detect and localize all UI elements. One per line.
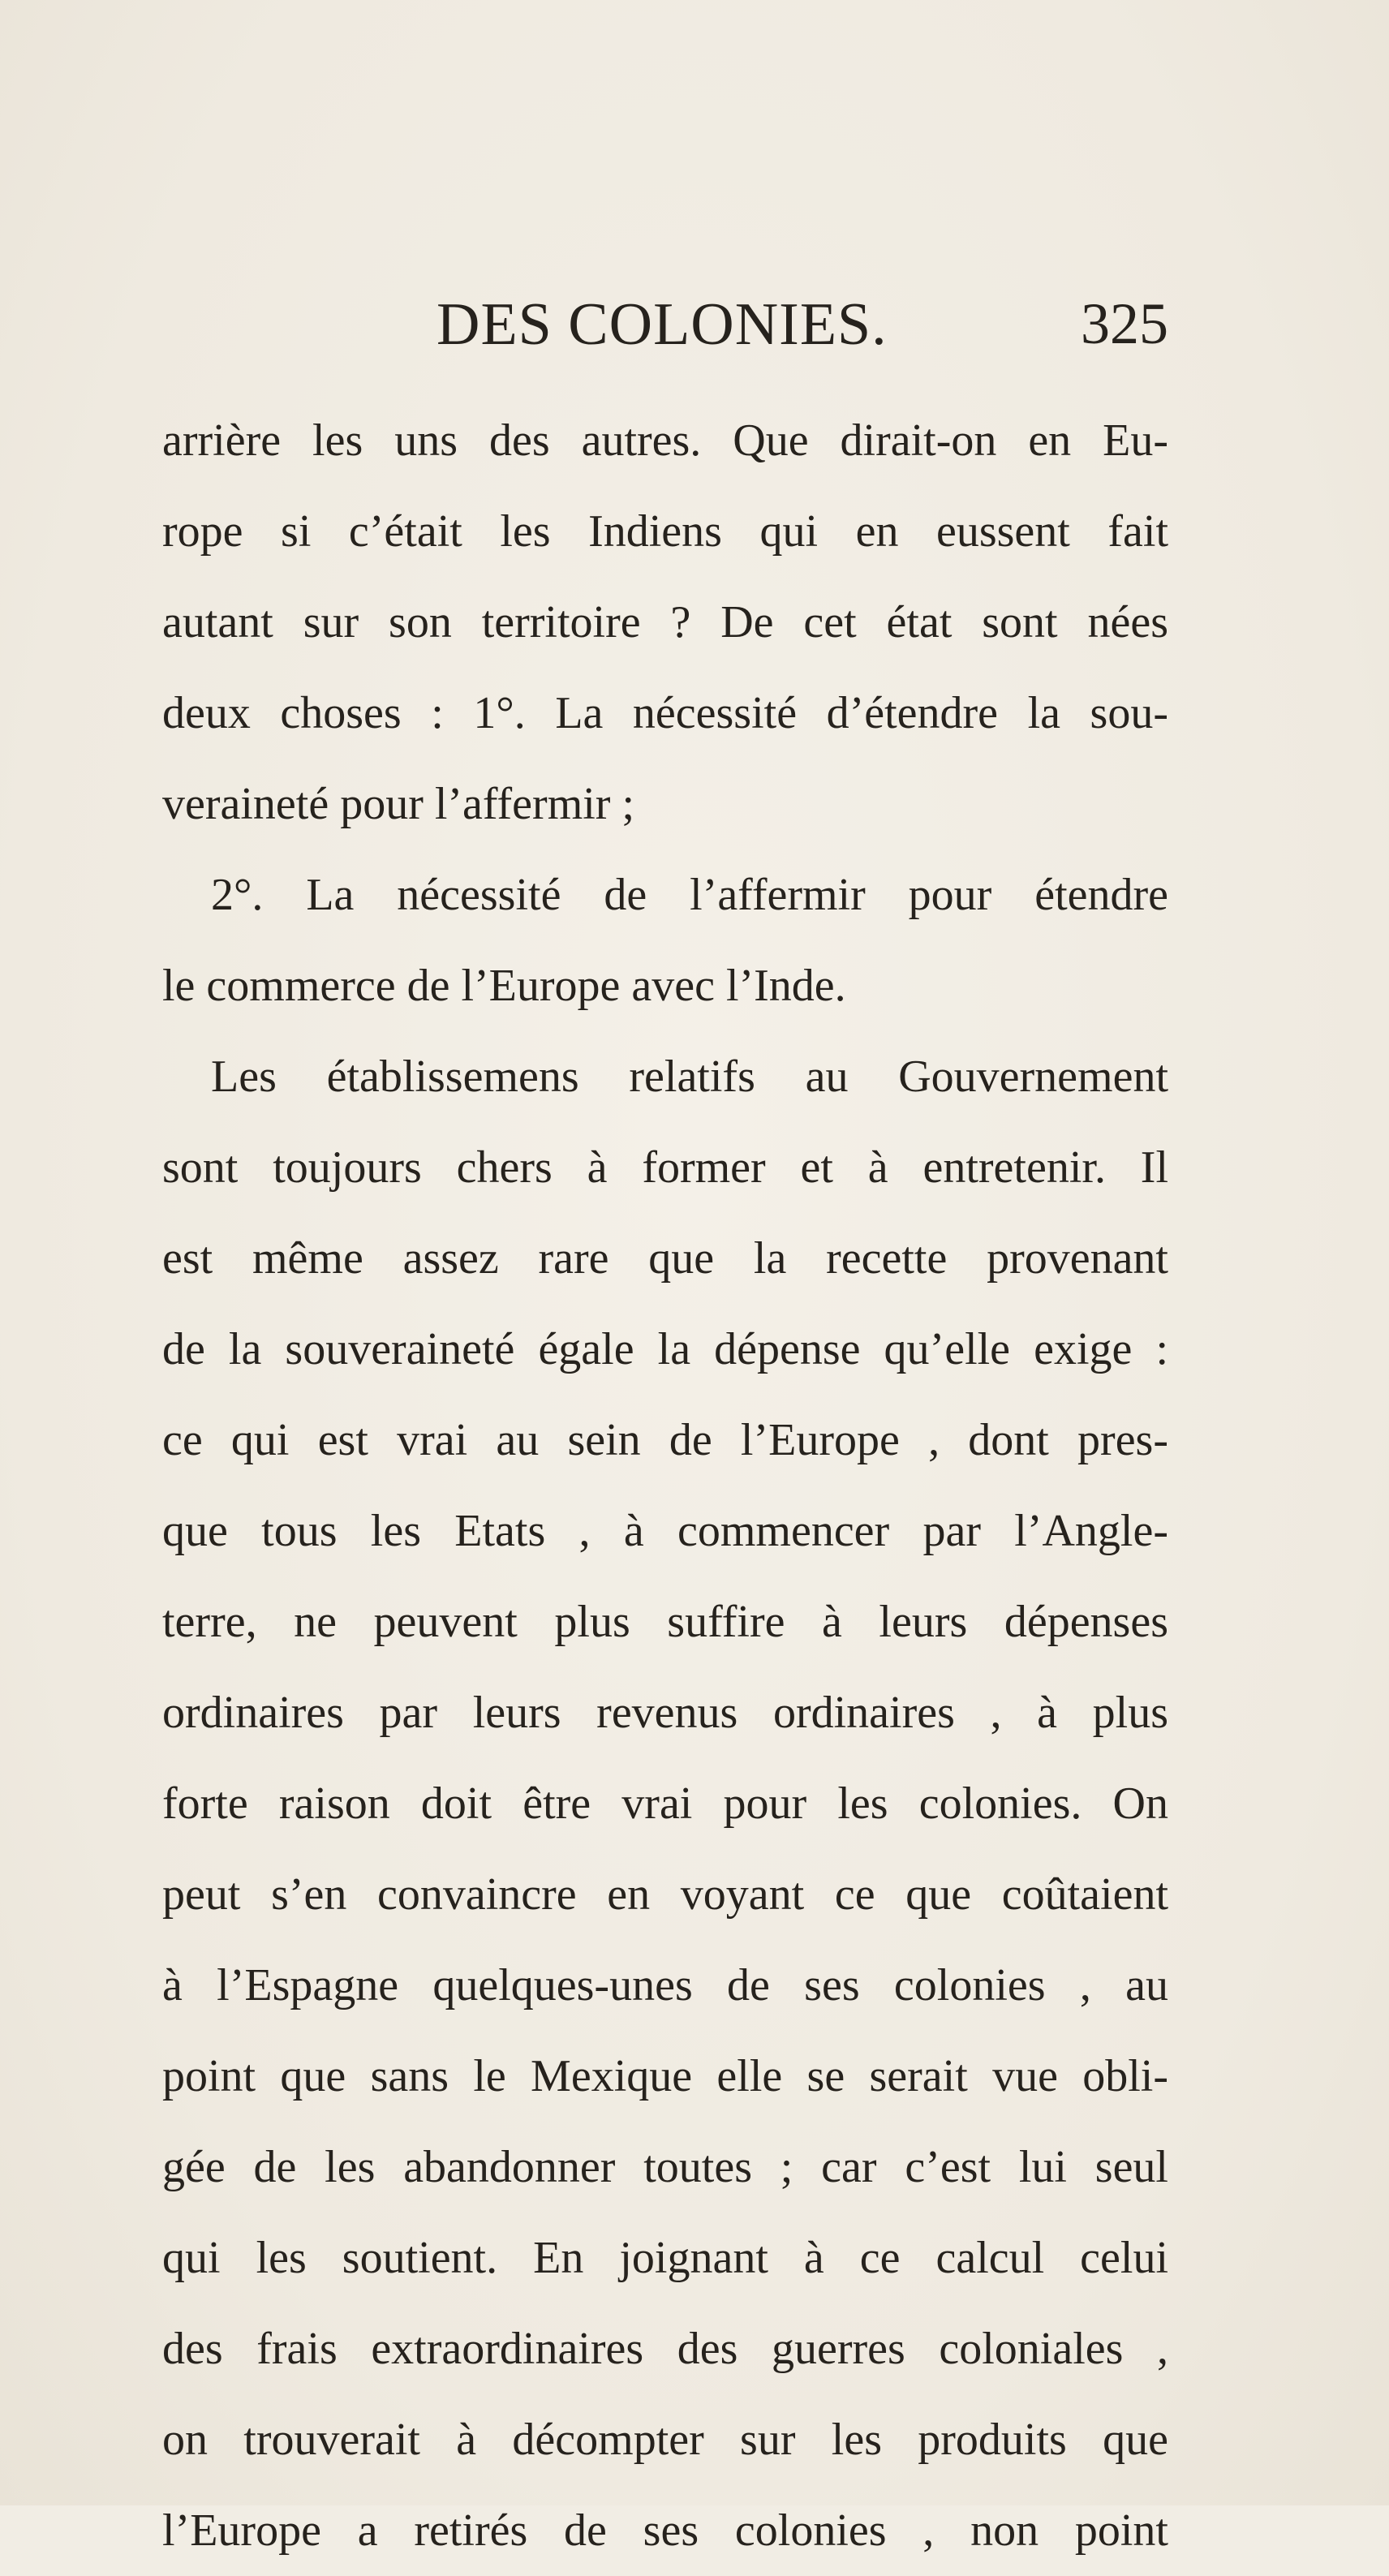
text-line: ce qui est vrai au sein de l’Europe , dont pres-	[162, 1415, 1168, 1465]
text-line: ordinaires par leurs revenus ordinaires , à plus	[162, 1688, 1168, 1738]
text-line: on trouverait à décompter sur les produits que	[162, 2415, 1168, 2465]
text-line: deux choses : 1°. La nécessité d’étendre la sou-	[162, 688, 1168, 738]
text-line: de la souveraineté égale la dépense qu’elle exige :	[162, 1324, 1168, 1374]
text-line: forte raison doit être vrai pour les colonies. On	[162, 1778, 1168, 1829]
running-head: DES COLONIES.	[436, 291, 888, 358]
text-line: autant sur son territoire ? De cet état sont nées	[162, 597, 1168, 647]
text-line: que tous les Etats , à commencer par l’Angle-	[162, 1506, 1168, 1556]
body-text	[162, 395, 1168, 2576]
text-line: sont toujours chers à former et à entretenir. Il	[162, 1142, 1168, 1193]
text-line: à l’Espagne quelques-unes de ses colonies , au	[162, 1960, 1168, 2010]
text-line: l’Europe a retirés de ses colonies , non point	[162, 2505, 1168, 2556]
page-header	[162, 276, 1168, 365]
text-line: 2°. La nécessité de l’affermir pour étendre	[211, 870, 1168, 920]
text-line: qui les soutient. En joignant à ce calcul celui	[162, 2233, 1168, 2283]
text-line: des frais extraordinaires des guerres coloniales ,	[162, 2324, 1168, 2374]
text-line: est même assez rare que la recette provenant	[162, 1233, 1168, 1284]
text-line: point que sans le Mexique elle se serait vue obli-	[162, 2051, 1168, 2101]
page-number: 325	[1081, 291, 1168, 356]
text-line: gée de les abandonner toutes ; car c’est lui seul	[162, 2142, 1168, 2192]
text-line: veraineté pour l’affermir ;	[162, 779, 635, 829]
text-line: peut s’en convaincre en voyant ce que coûtaient	[162, 1869, 1168, 1920]
text-line: Les établissemens relatifs au Gouvernement	[211, 1051, 1168, 1102]
text-line: terre, ne peuvent plus suffire à leurs dépenses	[162, 1597, 1168, 1647]
text-line: rope si c’était les Indiens qui en eussent fait	[162, 506, 1168, 557]
text-line: le commerce de l’Europe avec l’Inde.	[162, 961, 846, 1011]
text-line: arrière les uns des autres. Que dirait-on en Eu-	[162, 415, 1168, 466]
